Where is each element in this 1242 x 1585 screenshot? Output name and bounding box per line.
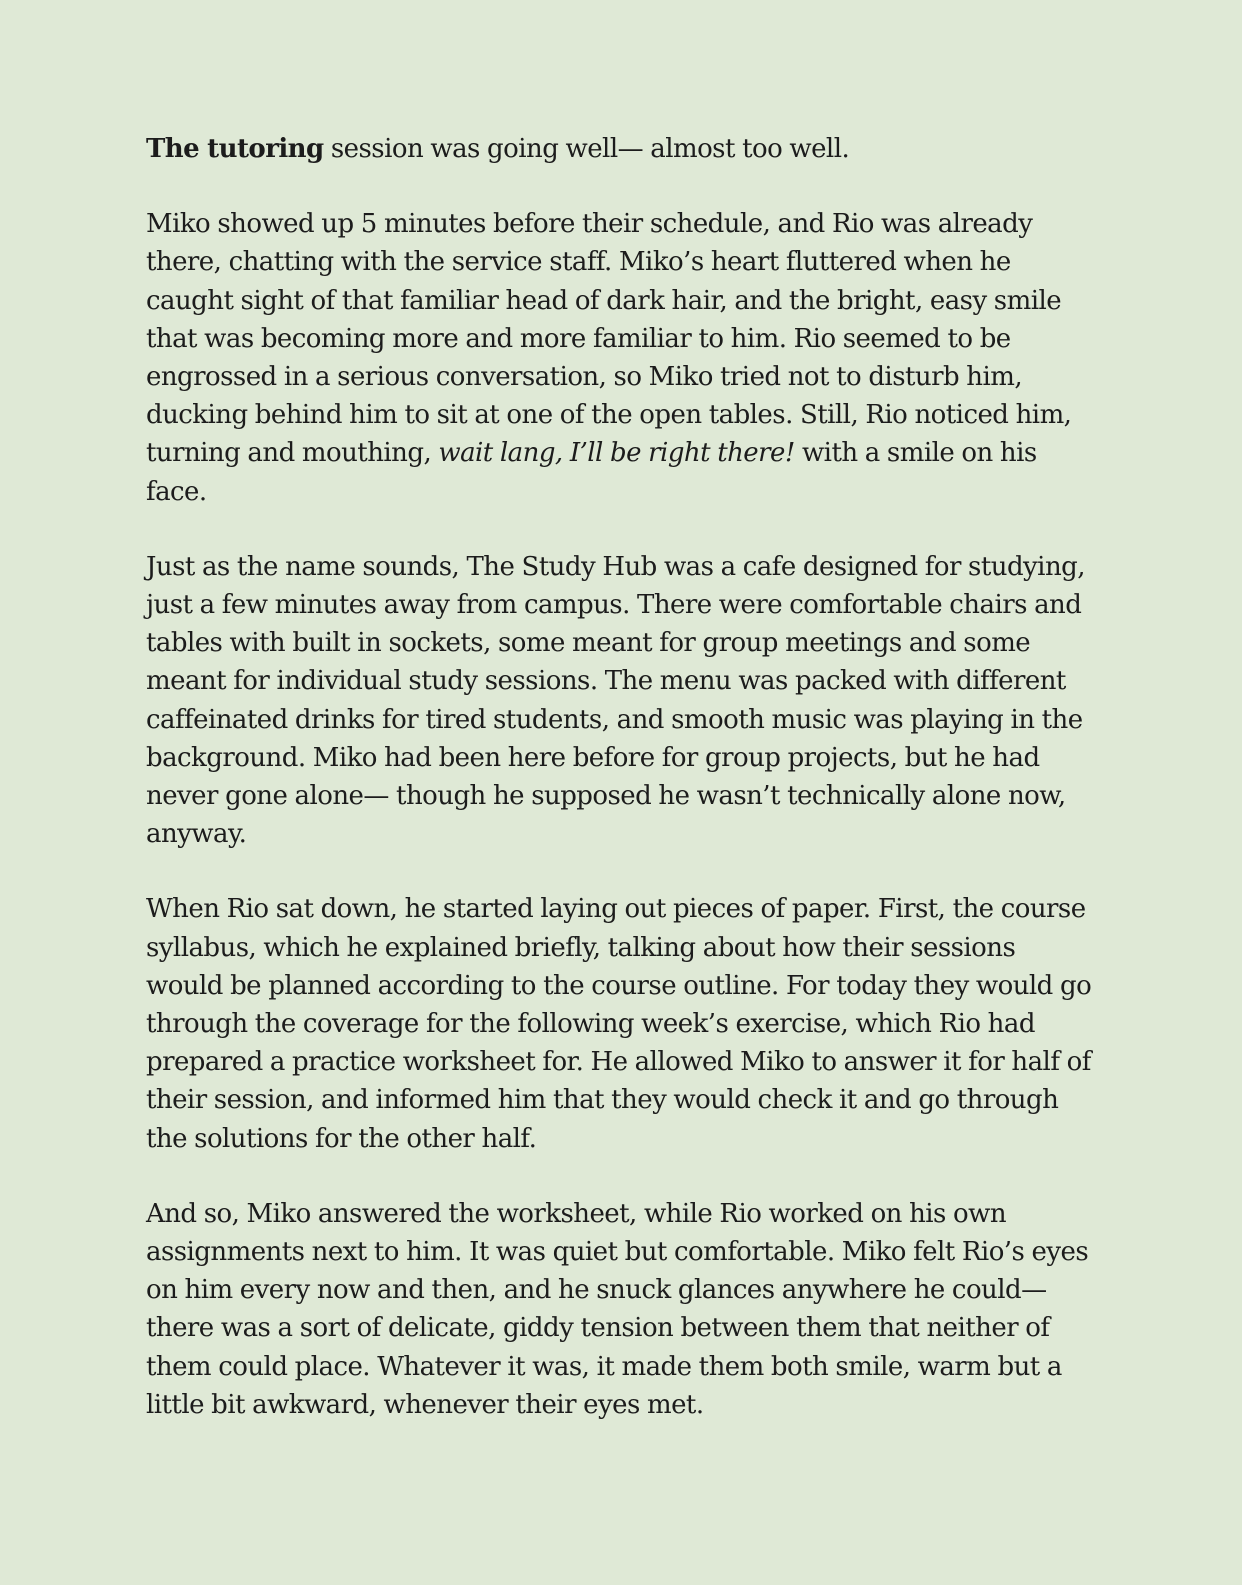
paragraph-1-text: session was going well— almost too well. — [323, 134, 850, 164]
paragraph-4: When Rio sat down, he started laying out pieces of paper. First, the course syllabus, which he explained briefly, talking about how their sessions would be planned according to the course outline. For today they would go through the coverage for the following week’s exercise, which Rio had prepared a practice worksheet for. He allowed Miko to answer it for half of their session, and informed him that they would check it and go through the solutions for the other half. — [146, 894, 1092, 1154]
paragraph-1-lead: The tutoring — [146, 134, 324, 164]
paragraph-2-italic: wait lang, I’ll be right there! — [438, 438, 795, 469]
document-body — [146, 130, 1096, 1461]
paragraph-3: Just as the name sounds, The Study Hub was a cafe designed for studying, just a few minutes away from campus. There were comfortable chairs and tables with built in sockets, some meant for group meetings and some meant for individual study sessions. The menu was packed with different caffeinated drinks for tired students, and smooth music was playing in the background. Miko had been here before for group projects, but he had never gone alone— though he supposed he wasn’t technically alone now, anyway. — [146, 551, 1085, 850]
paragraph-2 — [146, 205, 1096, 511]
paragraph-2-text-after: with a smile on his face. — [146, 438, 1037, 507]
paragraph-5: And so, Miko answered the worksheet, while Rio worked on his own assignments next to him. It was quiet but comfortable. Miko felt Rio’s eyes on him every now and then, and he snuck glances anywhere he could— there was a sort of delicate, giddy tension between them that neither of them could place. Whatever it was, it made them both smile, warm but a little bit awkward, whenever their eyes met. — [146, 1198, 1089, 1420]
paragraph-2-text-before: Miko showed up 5 minutes before their schedule, and Rio was already there, chatting with the service staff. Miko’s heart fluttered when he caught sight of that familiar head of dark hair, and the bright, easy smile that was becoming more and more familiar to him. Rio seemed to be engrossed in a serious conversation, so Miko tried not to disturb him, ducking behind him to sit at one of the open tables. Still, Rio noticed him, turning and mouthing, — [146, 209, 1072, 469]
paragraph-1 — [146, 130, 1096, 168]
